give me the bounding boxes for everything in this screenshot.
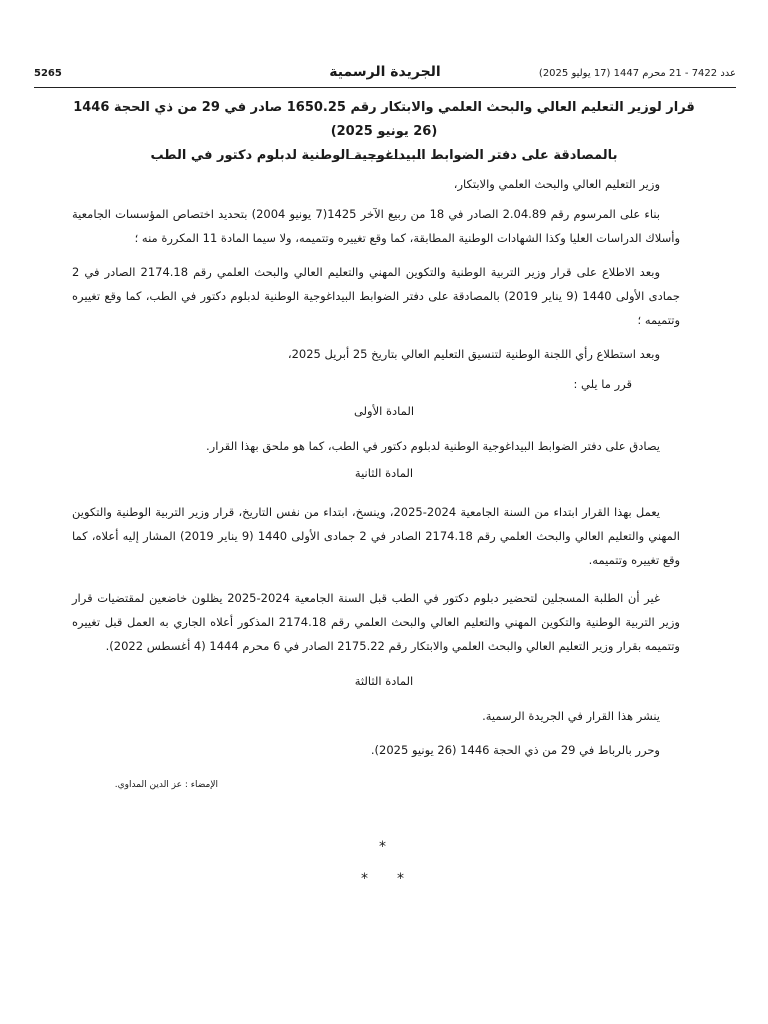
minister-line: وزير التعليم العالي والبحث العلمي والابتكار، [453,177,660,191]
done-at-line: وحرر بالرباط في 29 من ذي الحجة 1446 (26 يونيو 2025). [370,743,660,757]
recital-decree: بناء على المرسوم رقم 2.04.89 الصادر في 18 من ربيع الآخر 1425(7 يونيو 2004) بتحديد اختصاص المؤسسات الجامعية وأسلاك الدراسات العليا وكذا الشهادات الوطنية المطابقة، كما وقع تغييره وتتميمه، ولا سيما المادة 11 المكررة منه ؛ [72,207,680,245]
issue-info: عدد 7422 - 21 محرم 1447 (17 يوليو 2025) [538,68,736,79]
article-1-heading: المادة الأولى [353,404,415,418]
article-3-text: ينشر هذا القرار في الجريدة الرسمية. [482,709,660,723]
page-number: 5265 [34,68,62,79]
journal-title: الجريدة الرسمية [329,64,441,80]
recital-previous-decision: وبعد الاطلاع على قرار وزير التربية الوطنية والتكوين المهني والتعليم العالي والبحث العلمي رقم 2174.18 الصادر في 2 جمادى الأولى 1440 (9 يناير 2019) بالمصادقة على دفتر الضوابط البيداغوجية الوطنية لدبلوم دكتور في الطب، كما وقع تغييره وتتميمه ؛ [72,265,680,327]
decision-title-line-1: قرار لوزير التعليم العالي والبحث العلمي والابتكار رقم 1650.25 صادر في 29 من ذي الحجة 1446 (26 يونيو 2025) [73,100,695,139]
recital-committee: وبعد استطلاع رأي اللجنة الوطنية لتنسيق التعليم العالي بتاريخ 25 أبريل 2025، [287,347,660,361]
article-2-transition: غير أن الطلبة المسجلين لتحضير دبلوم دكتور في الطب قبل السنة الجامعية 2024-2025 يظلون خاضعين لمقتضيات قرار وزير التربية الوطنية والتكوين المهني والتعليم العالي والبحث العلمي رقم 2174.18 المذكور أعلاه الجاري به العمل قبل تغييره وتتميمه بقرار وزير التعليم العالي والبحث العلمي والابتكار رقم 2175.22 الصادر في 6 محرم 1444 (4 أغسطس 2022). [72,591,680,653]
page-header [34,64,736,86]
article-3-heading: المادة الثالثة [354,674,414,688]
signature-line: الإمضاء : عز الدين المداوي. [114,780,218,790]
article-1-text: يصادق على دفتر الضوابط البيداغوجية الوطنية لدبلوم دكتور في الطب، كما هو ملحق بهذا القرار. [206,439,660,453]
decision-title-line-2: بالمصادقة على دفتر الضوابط البيداغوجية الوطنية لدبلوم دكتور في الطب [150,148,618,163]
footer-star-top: * [379,839,386,855]
footer-star-right: * [397,871,404,887]
header-divider [34,87,736,88]
footer-star-left: * [361,871,368,887]
decides-line: قرر ما يلي : [573,377,632,391]
article-2-heading: المادة الثانية [354,466,414,480]
title-separator [347,158,421,159]
article-2-text: يعمل بهذا القرار ابتداء من السنة الجامعية 2024-2025، وينسخ، ابتداء من نفس التاريخ، قرار وزير التربية الوطنية والتكوين المهني والتعليم العالي والبحث العلمي رقم 2174.18 الصادر في 2 جمادى الأولى 1440 (9 يناير 2019) المشار إليه أعلاه، كما وقع تغييره وتتميمه. [72,505,681,567]
